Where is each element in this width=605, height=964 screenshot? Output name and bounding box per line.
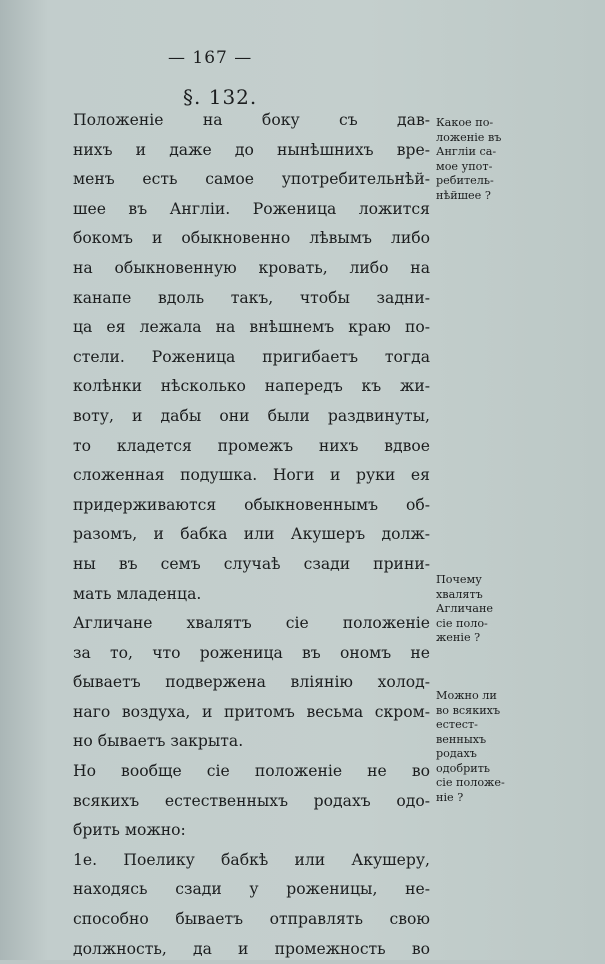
margin-note-line: естест- (436, 718, 478, 731)
margin-note-line: одобрить (436, 761, 490, 775)
paragraph-2 (73, 609, 430, 757)
text-line: воту, и дабы они были раздвинуты, (73, 406, 430, 425)
text-line: придерживаются обыкновеннымъ об- (73, 495, 430, 514)
paragraph-1 (73, 106, 430, 609)
text-line: бокомъ и обыкновенно лѣвымъ либо (73, 229, 430, 248)
margin-note-line: женіе ? (436, 631, 481, 644)
text-line: всякихъ естественныхъ родахъ одо- (73, 791, 430, 810)
text-line: брить можно: (73, 821, 186, 840)
margin-note-line: Агличане (436, 602, 494, 615)
margin-note-line: ніе ? (436, 790, 464, 804)
text-line: Но вообще сіе положеніе не во (73, 762, 430, 781)
text-line: на обыкновенную кровать, либо на (73, 258, 430, 277)
text-line: разомъ, и бабка или Акушеръ долж- (73, 525, 430, 544)
page-number-header: — 167 — (168, 48, 253, 68)
margin-note-line: Можно ли (436, 689, 497, 702)
body-text (73, 106, 430, 964)
paragraph-4 (73, 846, 430, 964)
margin-note-line: Англіи са- (436, 145, 497, 158)
margin-note-line: Почему (436, 573, 482, 586)
text-line: колѣнки нѣсколько напередъ къ жи- (73, 377, 430, 396)
margin-note-line: мое упот- (436, 159, 493, 173)
text-line: Положеніе на боку съ дав- (73, 111, 430, 129)
margin-note-line: хвалятъ (436, 587, 483, 601)
margin-note-line: венныхъ (436, 732, 487, 746)
margin-note-line: нѣйшее ? (436, 188, 491, 202)
margin-note-line: ребитель- (436, 174, 494, 187)
text-line: мать младенца. (73, 584, 202, 603)
text-line: стели. Роженица пригибаетъ тогда (73, 347, 430, 366)
text-line: способно бываетъ отправлять свою (73, 910, 430, 929)
text-line: ны въ семъ случаѣ сзади прини- (73, 554, 430, 573)
text-line: бываетъ подвержена вліянію холод- (73, 673, 430, 692)
margin-note-2 (436, 573, 536, 646)
text-line: менъ есть самое употребительнѣй- (73, 170, 430, 189)
margin-note-line: родахъ (436, 747, 477, 760)
margin-note-3 (436, 689, 536, 805)
margin-note-line: ложеніе въ (436, 130, 502, 144)
paragraph-3 (73, 757, 430, 846)
text-line: Агличане хвалятъ сіе положеніе (73, 614, 430, 633)
margin-note-line: сіе поло- (436, 616, 488, 630)
text-line: шее въ Англіи. Роженица ложится (73, 199, 430, 218)
text-line: 1е. Поелику бабкѣ или Акушеру, (73, 850, 430, 869)
text-line: нихъ и даже до нынѣшнихъ вре- (73, 140, 430, 159)
margin-note-1 (436, 116, 536, 203)
text-line: находясь сзади у роженицы, не- (73, 880, 430, 899)
text-line: наго воздуха, и притомъ весьма скром- (73, 702, 430, 721)
text-line: ца ея лежала на внѣшнемъ краю по- (73, 318, 430, 337)
margin-note-line: во всякихъ (436, 703, 501, 717)
text-line: канапе вдоль такъ, чтобы задни- (73, 288, 430, 307)
text-line: сложенная подушка. Ноги и руки ея (73, 466, 430, 485)
text-line: но бываетъ закрыта. (73, 732, 244, 751)
text-line: за то, что роженица въ ономъ не (73, 643, 430, 662)
margin-note-line: Какое по- (436, 116, 494, 129)
text-line: то кладется промежъ нихъ вдвое (73, 436, 430, 455)
margin-note-line: сіе положе- (436, 776, 505, 789)
text-line: должность, да и промежность во (73, 939, 430, 958)
section-number: §. 132. (183, 85, 258, 109)
